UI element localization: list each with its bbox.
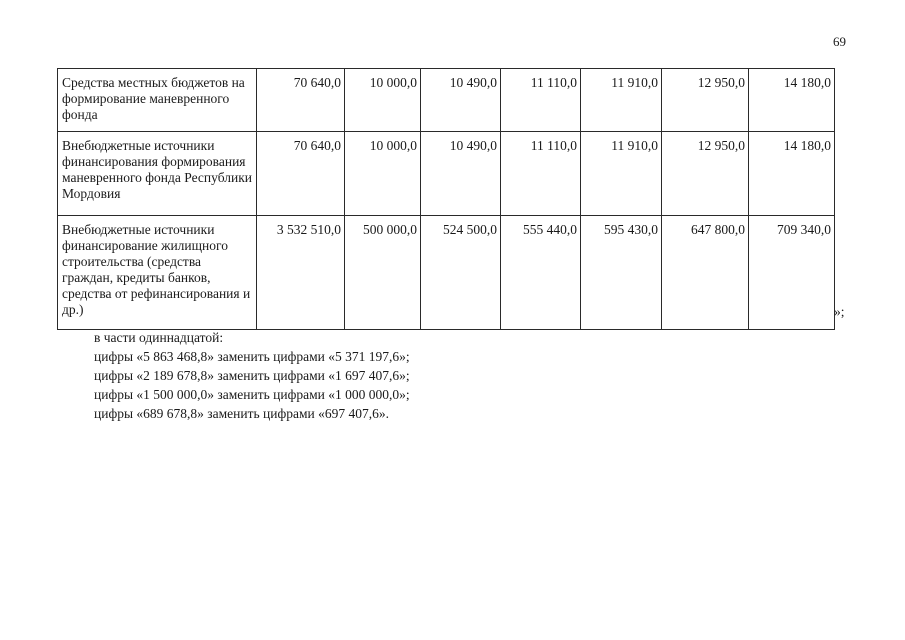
table-cell: 14 180,0 (749, 69, 835, 132)
table-cell: 70 640,0 (257, 132, 345, 216)
row-label: Средства местных бюджетов на формирование маневренного фонда (58, 69, 257, 132)
table-cell: 12 950,0 (662, 132, 749, 216)
amendment-intro: в части одиннадцатой: (94, 330, 224, 345)
table-cell: 709 340,0 (749, 216, 835, 330)
table-cell: 647 800,0 (662, 216, 749, 330)
table-cell: 10 000,0 (345, 132, 421, 216)
table-cell: 11 110,0 (501, 132, 581, 216)
table-row (58, 132, 835, 216)
amendment-line: цифры «2 189 678,8» заменить цифрами «1 697 407,6»; (94, 368, 410, 383)
amendment-line: цифры «5 863 468,8» заменить цифрами «5 371 197,6»; (94, 349, 410, 364)
table-cell: 3 532 510,0 (257, 216, 345, 330)
table-cell: 11 910,0 (581, 132, 662, 216)
amendment-line: цифры «689 678,8» заменить цифрами «697 407,6». (94, 406, 389, 421)
table-cell: 10 000,0 (345, 69, 421, 132)
table-cell: 10 490,0 (421, 69, 501, 132)
table-cell: 14 180,0 (749, 132, 835, 216)
table-cell: 595 430,0 (581, 216, 662, 330)
table-row (58, 216, 835, 330)
financing-table (57, 68, 835, 330)
row-label: Внебюджетные источники финансирования формирования маневренного фонда Республики Мордовия (58, 132, 257, 216)
closing-quote-mark: »; (834, 304, 845, 319)
table-cell: 11 110,0 (501, 69, 581, 132)
table-cell: 500 000,0 (345, 216, 421, 330)
table-cell: 11 910,0 (581, 69, 662, 132)
table-cell: 70 640,0 (257, 69, 345, 132)
page-number: 69 (833, 34, 846, 49)
table-cell: 524 500,0 (421, 216, 501, 330)
row-label: Внебюджетные источники финансирование жилищного строительства (средства граждан, кредиты банков, средства от рефинансирования и др.) (58, 216, 257, 330)
amendment-line: цифры «1 500 000,0» заменить цифрами «1 000 000,0»; (94, 387, 410, 402)
table-row (58, 69, 835, 132)
table-cell: 10 490,0 (421, 132, 501, 216)
table-cell: 555 440,0 (501, 216, 581, 330)
amendment-text (94, 328, 410, 423)
table-cell: 12 950,0 (662, 69, 749, 132)
